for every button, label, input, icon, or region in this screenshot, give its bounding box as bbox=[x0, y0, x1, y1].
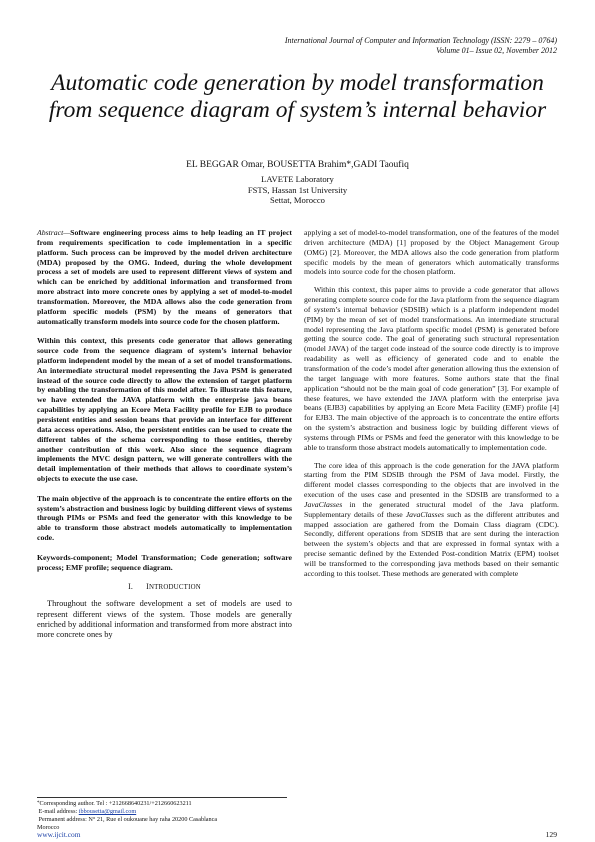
footnote-email-label: E-mail address: bbox=[38, 808, 79, 815]
abstract-text-1: Software engineering process aims to help leading an IT project from requirements specification to code implementation in a specific platform. Such process can be improved by the model driven architecture (MDA) proposed by the OMG. Indeed, during the whole development process a set of models are used to represent different views of system and which can be enriched by additional information and transformed from more abstract into more concrete ones by applying a set of model-to-model transformation. Moreover, the MDA allows also the code generation from platform specific models (PSM) by the means of generators that automatically transform models into source code for the chosen platform. bbox=[37, 228, 292, 326]
footnote-corresponding-text: Corresponding author. Tel : +212668640231/+212660623211 bbox=[39, 800, 192, 807]
title-line-1: Automatic code generation by model transformation bbox=[51, 70, 544, 96]
section-heading-introduction bbox=[37, 582, 292, 593]
abstract-paragraph-3: The main objective of the approach is to concentrate the entire efforts on the system’s abstraction and business logic by building different views of systems through PIMs or PSMs and feed the generator with this knowledge to be able to transform those abstract models automatically to implementation code. bbox=[37, 493, 292, 543]
left-column bbox=[37, 228, 292, 641]
page-number: 129 bbox=[545, 830, 557, 839]
keywords: Keywords-component; Model Transformation; Code generation; software process; EMF profile; sequence diagram. bbox=[37, 552, 292, 572]
affiliation bbox=[0, 174, 595, 206]
body-paragraph-1: applying a set of model-to-model transformation, one of the features of the model driven architecture (MDA) [1] proposed by the Object Management Group (OMG) [2]. Moreover, the MDA allows also the code generation from platform specific models by the mean of generators which automatically transforms models into source code for the chosen platform. bbox=[304, 228, 559, 277]
footnote-corresponding bbox=[37, 800, 297, 808]
abstract-paragraph-2: Within this context, this presents code generator that allows generating source code from the sequence diagram of system’s internal behavior platform independent model by the mean of a set of model transformations. An intermediate structural model representing the Java PSM is generated instead of the source code directly to allow the extension of target platform by enabling the transformation of this model after. To illustrate this feature, we have extended the JAVA platform with the enterprise java beans capabilities by applying an Ecore Meta Facility profile for EJB to produce persistent entities and session beans that provide an interface for different data access operations. Also, the persistent entities can be used to create the different tables of the schema corresponding to those entities, thereby another contribution of this work. Also since the sequence diagram implements the MVC design pattern, we will generate controllers with the detail implementation of their methods that allows to coordinate system’s objects to execute the use case. bbox=[37, 336, 292, 484]
journal-header bbox=[97, 36, 557, 56]
section-number: I. bbox=[128, 582, 134, 592]
email-link[interactable]: ibbousetta@gmail.com bbox=[78, 808, 137, 815]
footnote bbox=[37, 800, 297, 832]
abstract-paragraph-1 bbox=[37, 228, 292, 326]
footnote-divider bbox=[37, 797, 287, 798]
affiliation-lab: LAVETE Laboratory bbox=[261, 174, 334, 184]
title-line-2: from sequence diagram of system’s internal behavior bbox=[48, 97, 547, 123]
affiliation-city: Settat, Morocco bbox=[270, 195, 325, 205]
body-paragraph-3-b: in the generated structural model of the Java platform. Supplementary details of these bbox=[304, 499, 559, 519]
paper-title bbox=[20, 70, 575, 124]
body-paragraph-3-a: The core idea of this approach is the code generation for the JAVA platform starting from the PIM SDSIB through the PSM of Java model. Firstly, the different model classes corresponding to the objects that are involved in the execution of the uses case and presented in the SDSIB are transformed to a bbox=[304, 460, 559, 500]
footnote-address bbox=[37, 816, 297, 824]
section-title-initial: I bbox=[146, 582, 149, 592]
body-paragraph-2: Within this context, this paper aims to provide a code generator that allows generating complete source code for the Java platform from the sequence diagram of system’s internal behavior (SDSIB) which is a platform independent model (PIM) by the mean of set of model transformations. An intermediate structural model representing the Java platform specific model (PSM) is generated before getting the source code. The goal of generating such structural representation (model JAVA) of the target code instead of the source code directly is to improve readability as well as efficiency of generated code and to enable the transformation of the code’s model after generation allowing thus the extension of the target language with more features. Some authors state that the final application “should not be the main goal of code generation” [3]. For example of these features, we have extended the JAVA platform with the enterprise java beans (EJB3) capabilities by applying an Ecore Meta Facility (EMF) profile [4] for EJB3. The main objective of the approach is to concentrate the entire efforts on the system’s abstraction and business logic by building different views of systems through PIMs or PSMs and feed the generator with this knowledge to be able to transform those abstract models automatically to implementation code. bbox=[304, 285, 559, 452]
footnote-email bbox=[37, 808, 297, 816]
affiliation-university: FSTS, Hassan 1st University bbox=[247, 184, 348, 195]
intro-paragraph: Throughout the software development a set of models are used to represent different views of the system. Those models are generally enriched by additional information and transformed from more abstract into more concrete ones by bbox=[37, 599, 292, 640]
footnote-address-text: Permanent address: N° 21, Rue el oukouane hay raha 20200 Casablanca bbox=[38, 816, 218, 823]
body-paragraph-3-c: such as the different attributes and mapped association are gathered from the Domain Class diagram (CDC). Secondly, different operations from SDSIB that are sent during the interaction between the system’s objects and that are expressed in formal syntax with a precise semantic defined by the Extended Post-condition Matrix (EPM) toolset will be transformed to the corresponding java methods based on their semantic according to this toolset. These methods are generated with complete bbox=[304, 509, 560, 578]
footnote-country: Morocco bbox=[37, 824, 60, 831]
javaclasses-term: JavaClasses bbox=[304, 499, 343, 509]
footnote-symbol: * bbox=[37, 801, 40, 806]
right-column bbox=[304, 228, 559, 587]
abstract-lead: Abstract— bbox=[37, 228, 71, 237]
author-list: EL BEGGAR Omar, BOUSETTA Brahim*,GADI Taoufiq bbox=[186, 160, 409, 170]
journal-website-link[interactable]: www.ijcit.com bbox=[37, 830, 81, 839]
journal-name: International Journal of Computer and Information Technology (ISSN: 2279 – 0764) bbox=[284, 36, 557, 45]
section-title-rest: NTRODUCTION bbox=[148, 584, 201, 592]
javaclasses-term-2: JavaClasses bbox=[405, 509, 445, 519]
journal-issue: Volume 01– Issue 02, November 2012 bbox=[436, 46, 557, 55]
body-paragraph-3 bbox=[304, 461, 559, 579]
